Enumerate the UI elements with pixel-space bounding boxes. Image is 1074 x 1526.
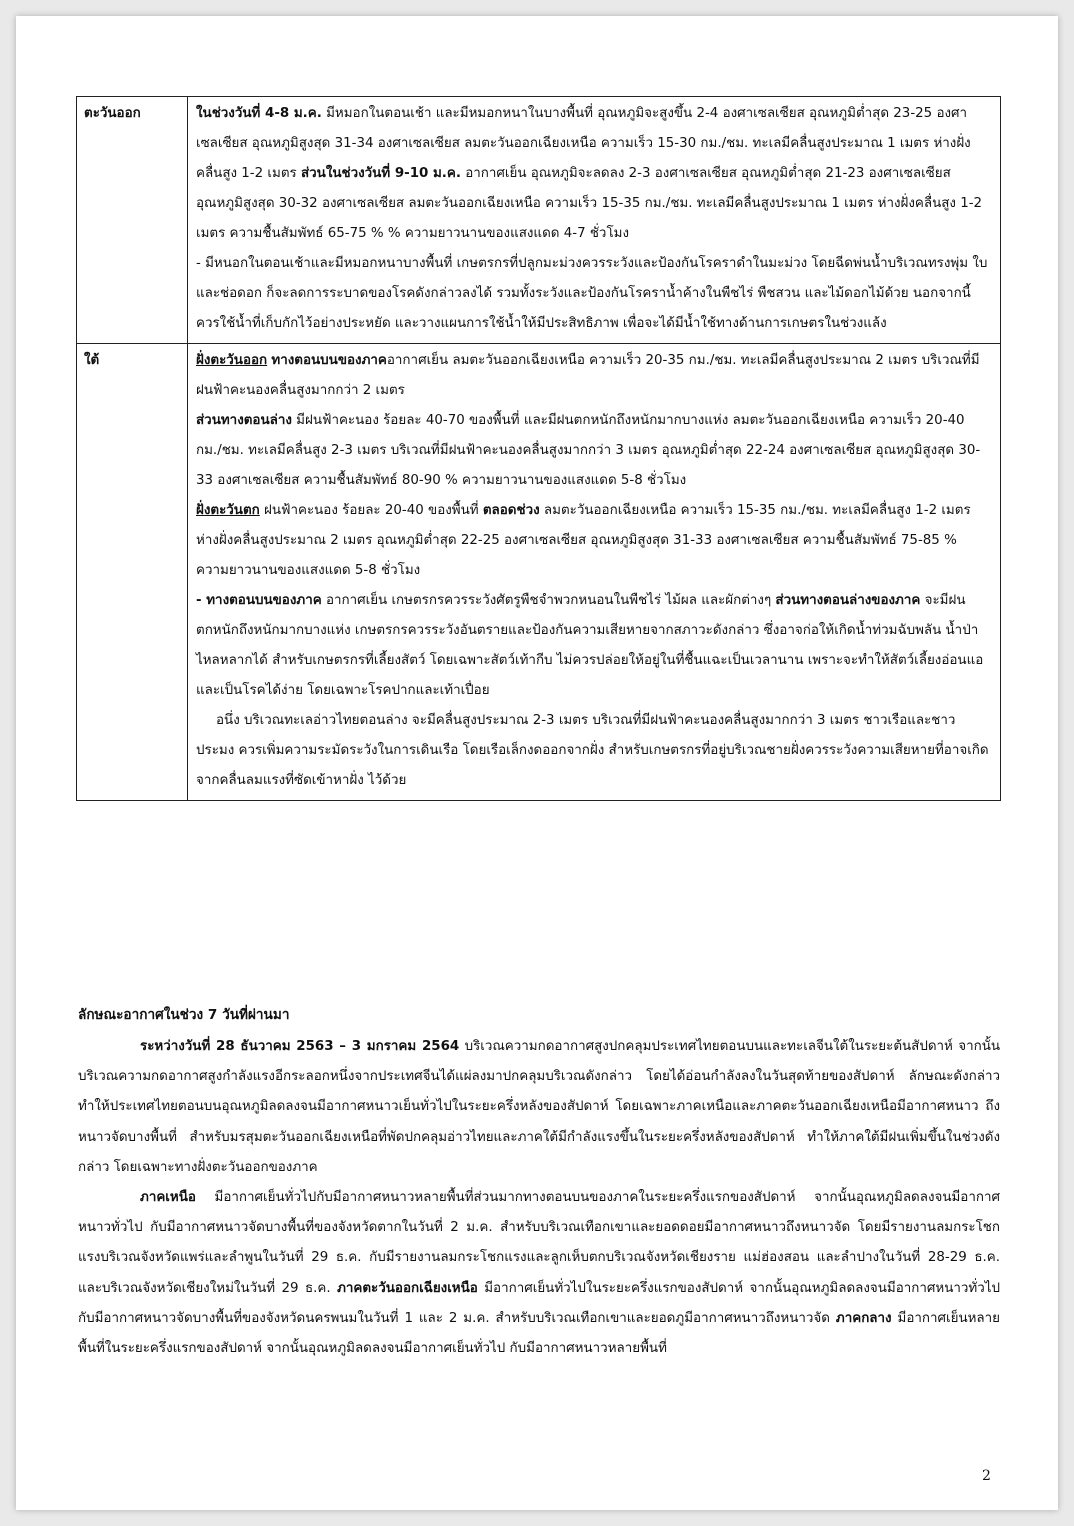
south-marine-note-paragraph — [196, 706, 992, 796]
text-run: มีอากาศเย็นทั่วไปในระยะครึ่งแรกของสัปดาห์ จากนั้นอุณหภูมิลดลงจนมีอากาศหนาวทั่วไป กับมีอากาศหนาวจัดบางพื้นที่ของจังหวัดนครพนมในวันที่ 1 และ 2 ม.ค. สำหรับบริเวณเทือกเขาและยอดภูมีอากาศหนาวถึงหนาวจัด — [78, 1280, 1000, 1326]
text-run: อากาศเย็น อุณหภูมิจะลดลง 2-3 องศาเซลเซียส อุณหภูมิต่ำสุด 21-23 องศาเซลเซียส อุณหภูมิสูงสุด 30-32 องศาเซลเซียส ลมตะวันออกเฉียงเหนือ ความเร็ว 15-35 กม./ชม. ทะเลมีคลื่นสูงประมาณ 1 เมตร ห่างฝั่งคลื่นสูง 1-2 เมตร ความชื้นสัมพัทธ์ 65-75 % % ความยาวนานของแสงแดด 4-7 ชั่วโมง — [196, 166, 983, 241]
text-run: มีหมอกในตอนเช้า และมีหมอกหนาในบางพื้นที่ อุณหภูมิจะสูงขึ้น 2-4 องศาเซลเซียส อุณหภูมิต่ำสุด 23-25 องศาเซลเซียส อุณหภูมิสูงสุด 31-34 องศาเซลเซียส ลมตะวันออกเฉียงเหนือ ความเร็ว 15-30 กม./ชม. ทะเลมีคลื่นสูงประมาณ 1 เมตร ห่างฝั่งคลื่นสูง 1-2 เมตร — [196, 106, 971, 181]
table-row — [77, 97, 1001, 344]
text-run: อากาศเย็น ลมตะวันออกเฉียงเหนือ ความเร็ว 20-35 กม./ชม. ทะเลมีคลื่นสูงประมาณ 2 เมตร บริเวณที่มีฝนฟ้าคะนองคลื่นสูงมากกว่า 2 เมตร — [196, 353, 980, 398]
text-run: ฝั่งตะวันตก — [196, 503, 260, 518]
south-west-coast-paragraph — [196, 496, 992, 586]
text-run: ระหว่างวันที่ 28 ธันวาคม 2563 – 3 มกราคม 2564 — [140, 1039, 460, 1054]
text-run: อากาศเย็น เกษตรกรควรระวังศัตรูพืชจำพวกหนอนในพืชไร่ ไม้ผล และผักต่างๆ — [321, 593, 776, 608]
text-run: ฝั่งตะวันออก — [196, 353, 268, 368]
text-run: ทางตอนบนของภาค — [271, 353, 387, 368]
text-run: ส่วนทางตอนล่าง — [196, 413, 292, 428]
text-run: อนึ่ง บริเวณทะเลอ่าวไทยตอนล่าง จะมีคลื่นสูงประมาณ 2-3 เมตร บริเวณที่มีฝนฟ้าคะนองคลื่นสูงมากกว่า 3 เมตร ชาวเรือและชาวประมง ควรเพิ่มความระมัดระวังในการเดินเรือ โดยเรือเล็กงดออกจากฝั่ง สำหรับเกษตรกรที่อยู่บริเวณชายฝั่งควรระวังความเสียหายที่อาจเกิดจากคลื่นลมแรงที่ซัดเข้าหาฝั่ง ไว้ด้วย — [196, 713, 989, 788]
east-forecast-paragraph — [196, 99, 992, 249]
text-run: มีฝนฟ้าคะนอง ร้อยละ 40-70 ของพื้นที่ และมีฝนตกหนักถึงหนักมากบางแห่ง ลมตะวันออกเฉียงเหนือ ความเร็ว 20-40 กม./ชม. ทะเลมีคลื่นสูง 2-3 เมตร บริเวณที่มีฝนฟ้าคะนองคลื่นสูงมากกว่า 3 เมตร อุณหภูมิต่ำสุด 22-24 องศาเซลเซียส อุณหภูมิสูงสุด 30-33 องศาเซลเซียส ความชื้นสัมพัทธ์ 80-90 % ความยาวนานของแสงแดด 5-8 ชั่วโมง — [196, 413, 981, 488]
text-run: ฝนฟ้าคะนอง ร้อยละ 20-40 ของพื้นที่ — [259, 503, 483, 518]
text-run: ในช่วงวันที่ 4-8 ม.ค. — [196, 106, 322, 121]
east-advice-paragraph — [196, 249, 992, 339]
south-advice-paragraph — [196, 586, 992, 706]
text-run: ลมตะวันออกเฉียงเหนือ ความเร็ว 15-35 กม./ชม. ทะเลมีคลื่นสูง 1-2 เมตร ห่างฝั่งคลื่นสูงประมาณ 2 เมตร อุณหภูมิต่ำสุด 22-25 องศาเซลเซียส อุณหภูมิสูงสุด 31-33 องศาเซลเซียส ความชื้นสัมพัทธ์ 75-85 % ความยาวนานของแสงแดด 5-8 ชั่วโมง — [196, 503, 971, 578]
regional-forecast-table — [76, 96, 1001, 801]
past-weather-section — [78, 1000, 1000, 1364]
text-run: - มีหนอกในตอนเช้าและมีหมอกหนาบางพื้นที่ เกษตรกรที่ปลูกมะม่วงควรระวังและป้องกันโรคราดำในมะม่วง โดยฉีดพ่นน้ำบริเวณทรงพุ่ม ใบ และช่อดอก ก็จะลดการระบาดของโรคดังกล่าวลงได้ รวมทั้งระวังและป้องกันโรคราน้ำค้างในพืชไร่ พืชสวน และไม้ดอกไม้ด้วย นอกจากนี้ควรใช้น้ำที่เก็บกักไว้อย่างประหยัด และวางแผนการใช้น้ำให้มีประสิทธิภาพ เพื่อจะได้มีน้ำใช้ทางด้านการเกษตรในช่วงแล้ง — [196, 256, 988, 331]
text-run: มีอากาศเย็นหลายพื้นที่ในระยะครึ่งแรกของสัปดาห์ จากนั้นอุณหภูมิลดลงจนมีอากาศเย็นทั่วไป กับมีอากาศหนาวหลายพื้นที่ — [78, 1310, 1001, 1357]
text-run: ตลอดช่วง — [482, 503, 540, 518]
text-run: ภาคกลาง — [835, 1310, 892, 1326]
document-page — [16, 16, 1058, 1510]
forecast-cell-east — [188, 97, 1001, 344]
page-number: 2 — [982, 1468, 991, 1484]
text-run: มีอากาศเย็นทั่วไปกับมีอากาศหนาวหลายพื้นที่ส่วนมากทางตอนบนของภาคในระยะครึ่งแรกของสัปดาห์ จากนั้นอุณหภูมิลดลงจนมีอากาศหนาวทั่วไป กับมีอากาศหนาวจัดบางพื้นที่ของจังหวัดตากในวันที่ 2 ม.ค. สำหรับบริเวณเทือกเขาและยอดดอยมีอากาศหนาวถึงหนาวจัด โดยมีรายงานลมกระโชกแรงบริเวณจังหวัดแพร่และลำพูนในวันที่ 29 ธ.ค. กับมีรายงานลมกระโชกแรงและลูกเห็บตกบริเวณจังหวัดเชียงราย แม่ฮ่องสอน และลำปางในวันที่ 28-29 ธ.ค. และบริเวณจังหวัดเชียงใหม่ในวันที่ 29 ธ.ค. — [78, 1190, 1000, 1296]
regional-summary-paragraph — [78, 1183, 1000, 1364]
region-cell-south: ใต้ — [77, 344, 188, 801]
south-east-coast-lower-paragraph — [196, 406, 992, 496]
overview-paragraph — [78, 1032, 1000, 1183]
forecast-cell-south — [188, 344, 1001, 801]
text-run: บริเวณความกดอากาศสูงปกคลุมประเทศไทยตอนบนและทะเลจีนใต้ในระยะต้นสัปดาห์ จากนั้นบริเวณความกดอากาศสูงกำลังแรงอีกระลอกหนึ่งจากประเทศจีนได้แผ่ลงมาปกคลุมบริเวณดังกล่าว โดยได้อ่อนกำลังลงในวันสุดท้ายของสัปดาห์ ลักษณะดังกล่าวทำให้ประเทศไทยตอนบนอุณหภูมิลดลงจนมีอากาศหนาวเย็นทั่วไปในระยะครึ่งหลังของสัปดาห์ โดยเฉพาะภาคเหนือและภาคตะวันออกเฉียงเหนือมีอากาศหนาว ถึงหนาวจัดบางพื้นที่ สำหรับมรสุมตะวันออกเฉียงเหนือที่พัดปกคลุมอ่าวไทยและภาคใต้มีกำลังแรงขึ้นในระยะครึ่งหลังของสัปดาห์ ทำให้ภาคใต้มีฝนเพิ่มขึ้นในช่วงดังกล่าว โดยเฉพาะทางฝั่งตะวันออกของภาค — [78, 1039, 1001, 1175]
south-east-coast-upper-paragraph — [196, 346, 992, 406]
text-run: ภาคตะวันออกเฉียงเหนือ — [337, 1280, 478, 1296]
text-run: ส่วนในช่วงวันที่ 9-10 ม.ค. — [300, 166, 461, 181]
table-row — [77, 344, 1001, 801]
text-run: ส่วนทางตอนล่างของภาค — [775, 593, 921, 608]
text-run: - ทางตอนบนของภาค — [196, 593, 322, 608]
text-run: ภาคเหนือ — [140, 1190, 196, 1206]
text-run: จะมีฝนตกหนักถึงหนักมากบางแห่ง เกษตรกรควรระวังอันตรายและป้องกันความเสียหายจากสภาวะดังกล่าว ซึ่งอาจก่อให้เกิดน้ำท่วมฉับพลัน น้ำป่าไหลหลากได้ สำหรับเกษตรกรที่เลี้ยงสัตว์ โดยเฉพาะสัตว์เท้ากีบ ไม่ควรปล่อยให้อยู่ในที่ชื้นแฉะเป็นเวลานาน เพราะจะทำให้สัตว์เลี้ยงอ่อนแอและเป็นโรคได้ง่าย โดยเฉพาะโรคปากและเท้าเปื่อย — [196, 593, 984, 698]
region-cell-east: ตะวันออก — [77, 97, 188, 344]
section-heading: ลักษณะอากาศในช่วง 7 วันที่ผ่านมา — [78, 1007, 290, 1023]
